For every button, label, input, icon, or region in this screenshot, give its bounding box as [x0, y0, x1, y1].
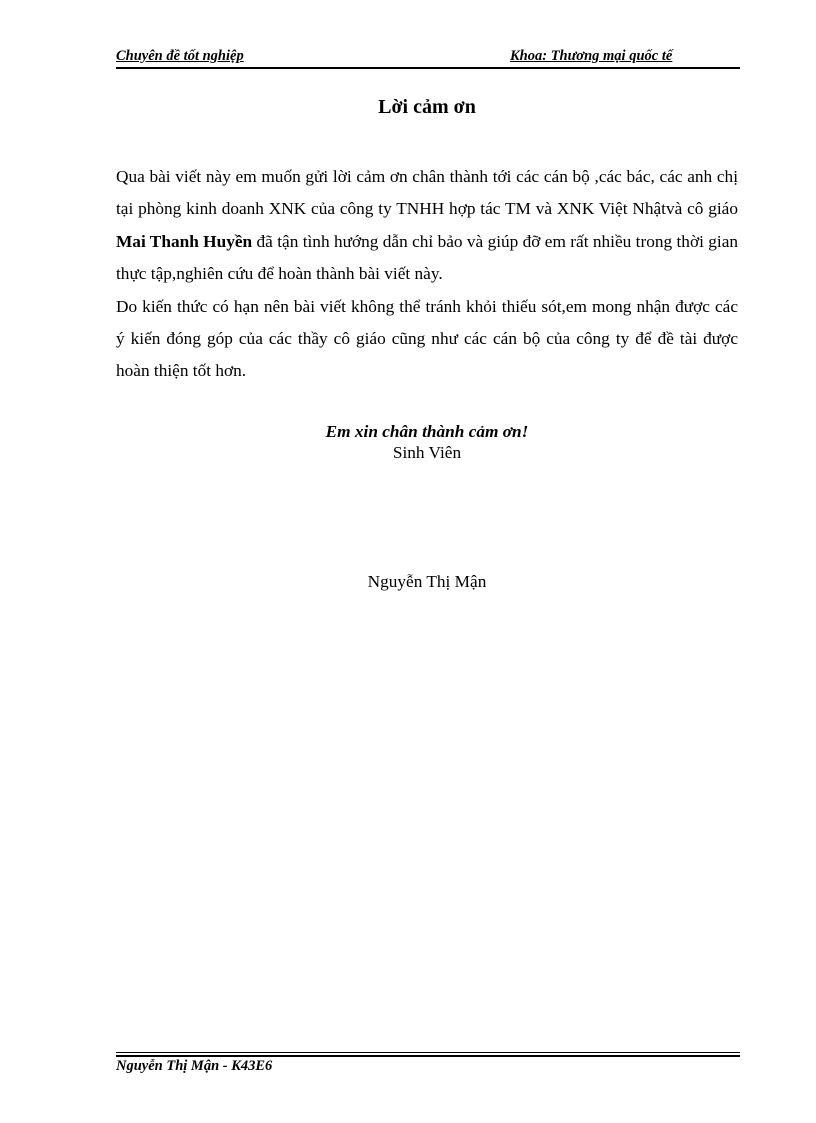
- author-signature: Nguyễn Thị Mận: [367, 572, 487, 591]
- page-header: [116, 48, 740, 68]
- page-footer: Nguyễn Thị Mận - K43E6: [116, 1058, 273, 1074]
- closing-thanks: Em xin chân thành cảm ơn!: [325, 422, 529, 441]
- footer-divider-thin: [116, 1052, 740, 1053]
- page-title: Lời cảm ơn: [378, 96, 476, 118]
- paragraph-1: [116, 161, 738, 291]
- closing-role: Sinh Viên: [392, 443, 462, 462]
- header-course: Chuyên đề tốt nghiệp: [116, 48, 244, 64]
- teacher-name: Mai Thanh Huyền: [116, 231, 253, 251]
- paragraph-1-end: đã tận tình hướng dẫn chỉ bảo và giúp đỡ em rất nhiều trong thời gian thực tập,nghiên cứu để hoàn thành bài viết này.: [116, 231, 739, 284]
- acknowledgement-body: [116, 161, 738, 388]
- footer-divider-thick: [116, 1055, 740, 1057]
- paragraph-1-start: Qua bài viết này em muốn gửi lời cảm ơn chân thành tới các cán bộ ,các bác, các anh chị tại phòng kinh doanh XNK của công ty TNHH hợp tác TM và XNK Việt Nhậtvà cô giáo: [116, 167, 738, 219]
- paragraph-2: Do kiến thức có hạn nên bài viết không thể tránh khỏi thiếu sót,em mong nhận được các ý kiến đóng góp của các thầy cô giáo cũng như các cán bộ của công ty để đề tài được hoàn thiện tốt hơn.: [116, 296, 738, 381]
- header-divider: [116, 67, 740, 69]
- header-faculty: Khoa: Thương mại quốc tế: [510, 48, 673, 64]
